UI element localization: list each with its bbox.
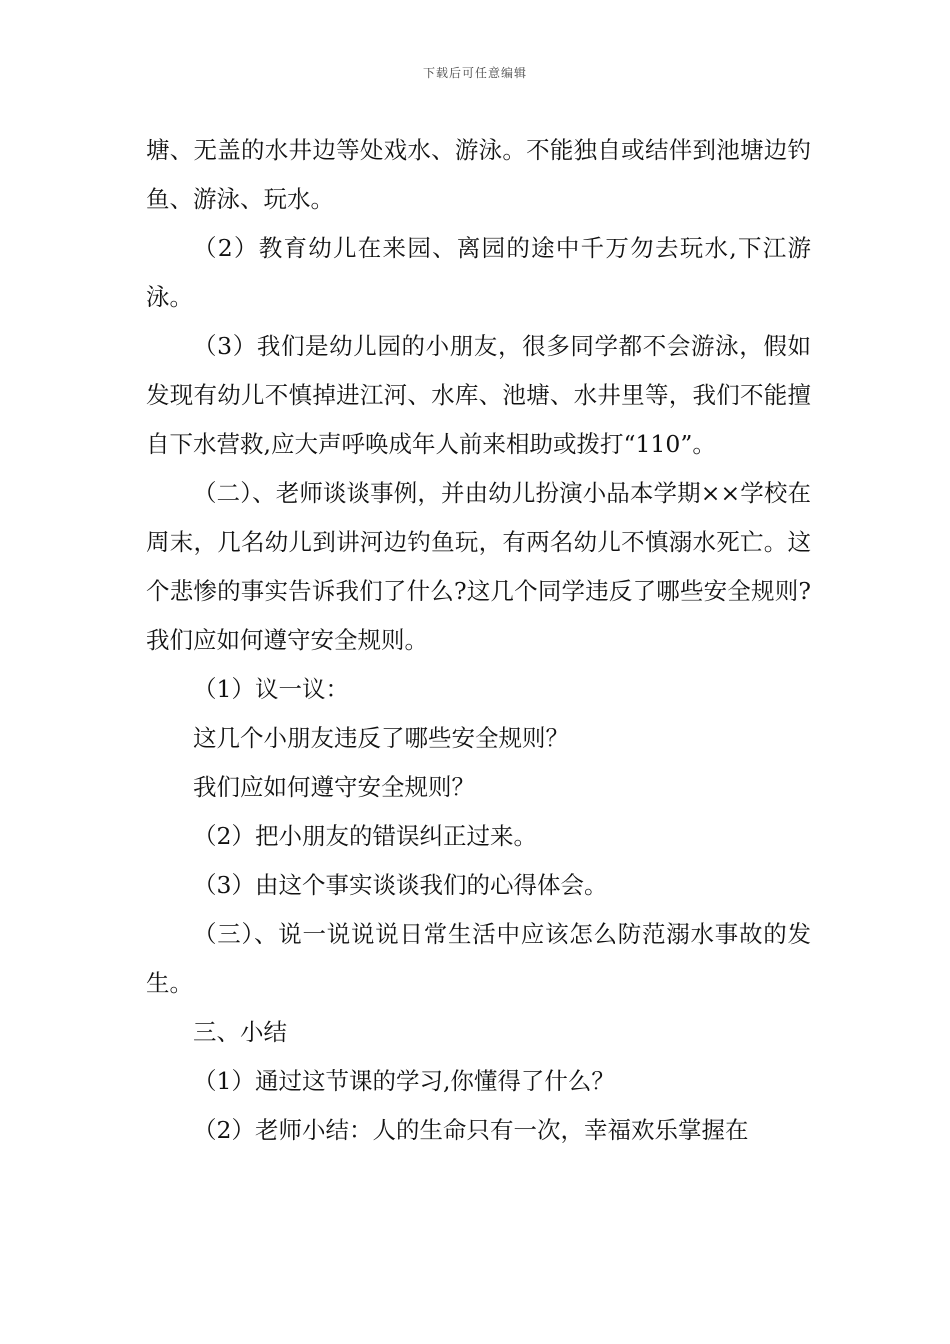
paragraph-item-3: （3）我们是幼儿园的小朋友，很多同学都不会游泳，假如发现有幼儿不慎掉进江河、水库、池塘、水井里等，我们不能擅自下水营救,应大声呼唤成年人前来相助或拨打“110”。 [146, 332, 811, 458]
heading-summary: 三、小结 [193, 1018, 287, 1046]
paragraph-question-2: 我们应如何遵守安全规则？ [193, 773, 475, 801]
paragraph-continuation: 塘、无盖的水井边等处戏水、游泳。不能独自或结伴到池塘边钓鱼、游泳、玩水。 [146, 136, 811, 213]
page-header: 下载后可任意编辑 [422, 66, 527, 80]
document-body [146, 126, 811, 1155]
paragraph-section-3: （三）、说一说说说日常生活中应该怎么防范溺水事故的发生。 [146, 920, 811, 997]
paragraph-summary-2: （2）老师小结：人的生命只有一次，幸福欢乐掌握在 [193, 1116, 749, 1144]
paragraph-experience: （3）由这个事实谈谈我们的心得体会。 [193, 871, 608, 899]
paragraph-item-2: （2）教育幼儿在来园、离园的途中千万勿去玩水,下江游泳。 [146, 234, 811, 311]
paragraph-correct: （2）把小朋友的错误纠正过来。 [193, 822, 537, 850]
paragraph-section-2: （二）、老师谈谈事例，并由幼儿扮演小品本学期××学校在周末，几名幼儿到讲河边钓鱼玩，有两名幼儿不慎溺水死亡。这个悲惨的事实告诉我们了什么?这几个同学违反了哪些安全规则?我们应如何遵守安全规则。 [146, 479, 811, 654]
paragraph-summary-1: （1）通过这节课的学习,你懂得了什么？ [193, 1067, 615, 1095]
paragraph-discuss: （1）议一议： [193, 675, 349, 703]
paragraph-question-1: 这几个小朋友违反了哪些安全规则？ [193, 724, 569, 752]
